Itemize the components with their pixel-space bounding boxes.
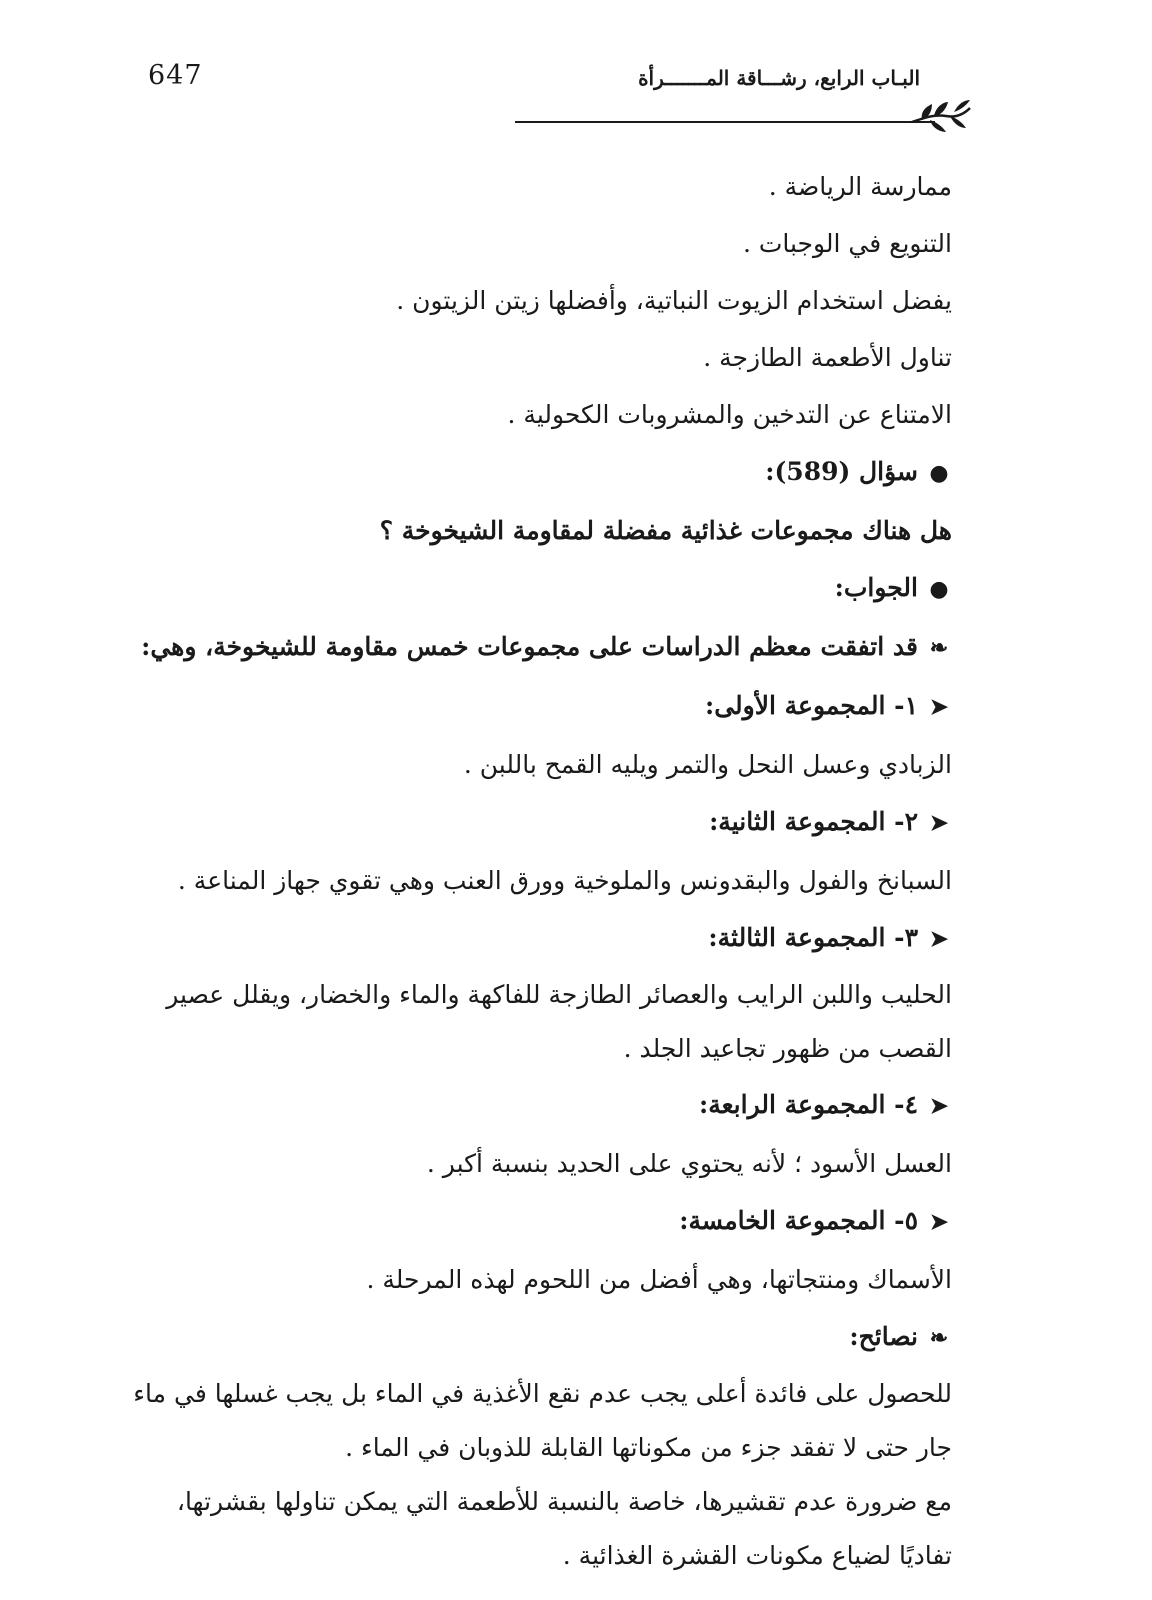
running-title: البـاب الرابع، رشـــاقة المـــــــرأة [638, 66, 920, 90]
group-heading [122, 1076, 952, 1135]
apple-icon: ● [929, 460, 949, 486]
group-text: الحليب واللبن الرايب والعصائر الطازجة للفاكهة والماء والخضار، ويقلل عصير القصب من ظهور تجاعيد الجلد . [166, 980, 952, 1063]
group-heading [122, 909, 952, 968]
question-heading [122, 443, 952, 502]
answer-intro [122, 618, 952, 677]
question-text: هل هناك مجموعات غذائية مفضلة لمقاومة الشيخوخة ؟ [379, 516, 952, 545]
body-line: التنويع في الوجبات . [742, 229, 952, 258]
tips-paragraph: للحصول على فائدة أعلى يجب عدم نقع الأغذية في الماء بل يجب غسلها في ماء جار حتى لا تفقد جزء من مكوناتها القابلة للذوبان في الماء . [133, 1379, 952, 1462]
arrow-icon: ➤ [929, 926, 949, 952]
group-text: الأسماك ومنتجاتها، وهي أفضل من اللحوم لهذه المرحلة . [366, 1265, 952, 1294]
tips-paragraph: مع ضرورة عدم تقشيرها، خاصة بالنسبة للأطعمة التي يمكن تناولها بقشرتها، تفاديًا لضياع مكونات القشرة الغذائية . [176, 1487, 952, 1570]
group-title: ٥- المجموعة الخامسة: [679, 1206, 918, 1235]
arrow-icon: ➤ [929, 694, 949, 720]
answer-intro-text: قد اتفقت معظم الدراسات على مجموعات خمس مقاومة للشيخوخة، وهي: [141, 632, 918, 661]
group-heading [122, 677, 952, 736]
page-body [122, 158, 952, 1583]
leaf-bullet-icon: ❧ [929, 635, 949, 661]
group-heading [122, 1192, 952, 1251]
body-line: ممارسة الرياضة . [768, 172, 952, 201]
group-title: ٢- المجموعة الثانية: [709, 807, 918, 836]
arrow-icon: ➤ [929, 1093, 949, 1119]
group-text: العسل الأسود ؛ لأنه يحتوي على الحديد بنسبة أكبر . [426, 1149, 952, 1178]
group-title: ١- المجموعة الأولى: [704, 691, 918, 720]
header-rule [515, 121, 935, 123]
group-text: السبانخ والفول والبقدونس والملوخية وورق العنب وهي تقوي جهاز المناعة . [177, 866, 952, 895]
answer-label: الجواب: [834, 573, 918, 602]
answer-heading [122, 559, 952, 618]
group-heading [122, 793, 952, 852]
group-title: ٣- المجموعة الثالثة: [708, 923, 918, 952]
question-label: سؤال (589): [765, 457, 918, 486]
body-line: تناول الأطعمة الطازجة . [703, 343, 952, 372]
apple-icon: ● [929, 576, 949, 602]
group-text: الزبادي وعسل النحل والتمر ويليه القمح باللبن . [463, 750, 952, 779]
tips-label: نصائح: [849, 1322, 918, 1351]
body-line: الامتناع عن التدخين والمشروبات الكحولية . [507, 400, 952, 429]
tips-heading [122, 1308, 952, 1367]
arrow-icon: ➤ [929, 810, 949, 836]
body-line: يفضل استخدام الزيوت النباتية، وأفضلها زيتن الزيتون . [396, 286, 952, 315]
page-number: 647 [148, 60, 203, 91]
group-title: ٤- المجموعة الرابعة: [698, 1090, 918, 1119]
leaf-ornament-icon [910, 96, 972, 138]
arrow-icon: ➤ [929, 1209, 949, 1235]
leaf-bullet-icon: ❧ [929, 1325, 949, 1351]
